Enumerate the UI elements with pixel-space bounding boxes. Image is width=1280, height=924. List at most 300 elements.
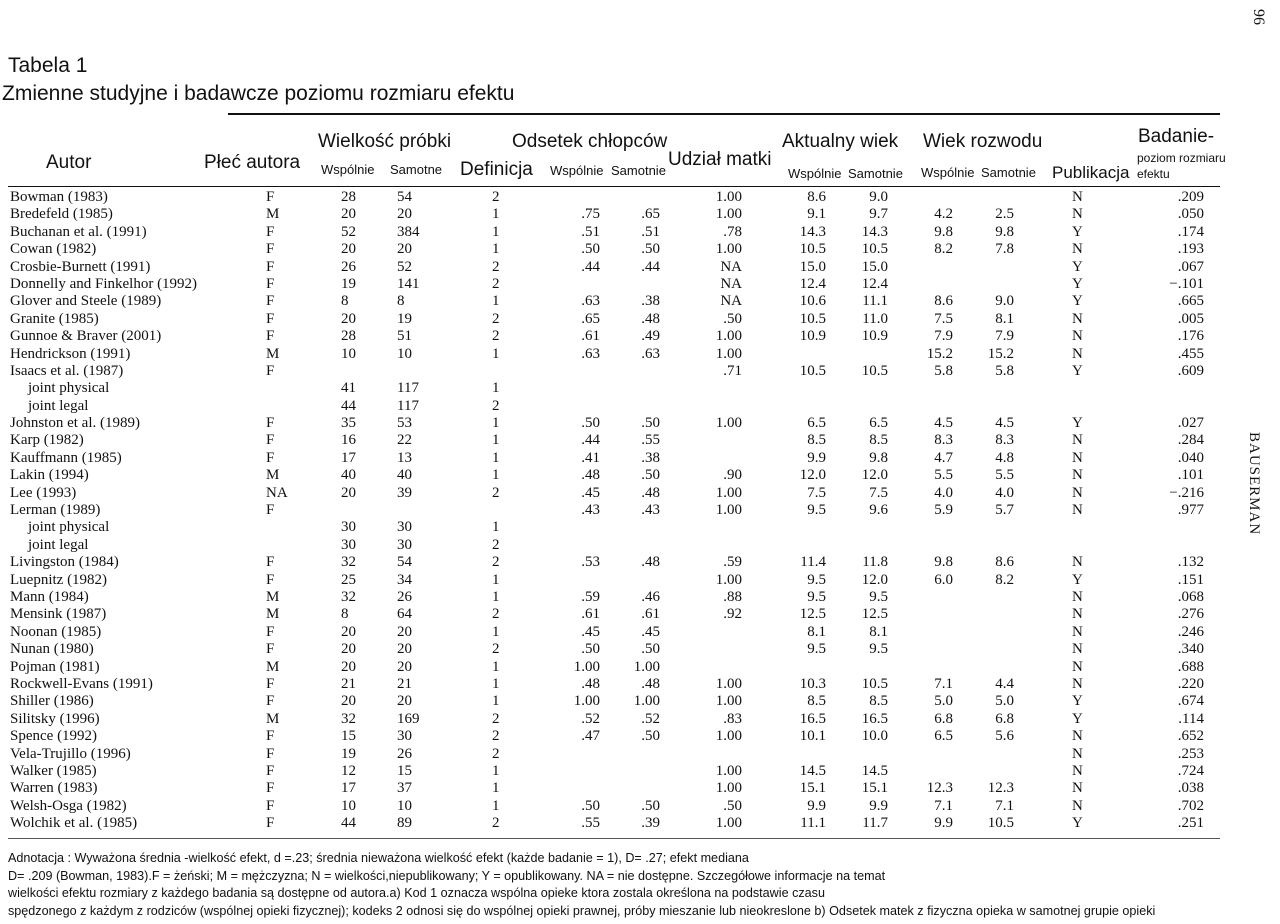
cell-publication: N — [1072, 641, 1083, 658]
cell-age-sole: 9.8 — [869, 449, 888, 466]
cell-author-sex: F — [266, 449, 275, 466]
cell-age-joint: 10.5 — [799, 362, 826, 379]
cell-age-joint: 9.5 — [807, 641, 826, 658]
cell-publication: N — [1072, 623, 1083, 640]
cell-sample-sole: 117 — [397, 397, 419, 414]
cell-author-sex: F — [266, 641, 275, 658]
cell-effect-size: .193 — [1177, 241, 1204, 258]
cell-author-sex: F — [266, 728, 275, 745]
cell-effect-size: .276 — [1177, 606, 1204, 623]
cell-boys-joint: .48 — [581, 467, 600, 484]
table-row — [0, 502, 1280, 519]
cell-mother-share: .71 — [723, 362, 742, 379]
table-row — [0, 676, 1280, 693]
page-number: 96 — [1250, 9, 1267, 25]
cell-mother-share: .50 — [723, 797, 742, 814]
table-notes — [8, 850, 1278, 920]
cell-author: Pojman (1981) — [10, 658, 100, 675]
cell-sample-joint: 15 — [341, 728, 356, 745]
cell-mother-share: 1.00 — [715, 675, 742, 692]
table-row — [0, 276, 1280, 293]
cell-effect-size: .284 — [1177, 432, 1204, 449]
cell-age-sole: 10.0 — [861, 728, 888, 745]
table-row — [0, 693, 1280, 710]
cell-sample-sole: 20 — [397, 623, 412, 640]
cell-boys-joint: .45 — [581, 623, 600, 640]
cell-mother-share: 1.00 — [715, 345, 742, 362]
cell-sample-joint: 20 — [341, 310, 356, 327]
cell-divorce-joint: 12.3 — [926, 780, 953, 797]
cell-sample-sole: 141 — [397, 275, 420, 292]
cell-definition: 1 — [492, 223, 500, 240]
table-row — [0, 241, 1280, 258]
cell-age-sole: 6.5 — [869, 415, 888, 432]
cell-sample-joint: 20 — [341, 641, 356, 658]
cell-boys-sole: .55 — [641, 432, 660, 449]
table-row — [0, 798, 1280, 815]
cell-age-joint: 15.1 — [799, 780, 826, 797]
cell-author: Shiller (1986) — [10, 693, 94, 710]
cell-sample-sole: 19 — [397, 310, 412, 327]
cell-definition: 1 — [492, 588, 500, 605]
cell-boys-joint: 1.00 — [573, 693, 600, 710]
cell-author: Hendrickson (1991) — [10, 345, 131, 362]
cell-effect-size: .068 — [1177, 588, 1204, 605]
cell-mother-share: .83 — [723, 710, 742, 727]
cell-age-sole: 9.9 — [869, 797, 888, 814]
cell-publication: Y — [1072, 693, 1083, 710]
cell-sample-sole: 13 — [397, 449, 412, 466]
cell-definition: 2 — [492, 397, 500, 414]
cell-publication: Y — [1072, 293, 1083, 310]
header-age-joint: Wspólnie — [788, 166, 842, 181]
cell-definition: 2 — [492, 606, 500, 623]
cell-author-sex: F — [266, 502, 275, 519]
cell-publication: Y — [1072, 275, 1083, 292]
header-sample: Wielkość próbki — [318, 131, 452, 152]
cell-definition: 2 — [492, 258, 500, 275]
cell-sample-sole: 64 — [397, 606, 412, 623]
cell-sample-joint: 32 — [341, 554, 356, 571]
cell-publication: N — [1072, 554, 1083, 571]
cell-divorce-sole: 8.1 — [995, 310, 1014, 327]
cell-age-sole: 12.4 — [861, 275, 888, 292]
cell-author-sex: F — [266, 675, 275, 692]
cell-publication: Y — [1072, 223, 1083, 240]
cell-author-sex: F — [266, 554, 275, 571]
cell-boys-sole: .44 — [641, 258, 660, 275]
cell-boys-sole: 1.00 — [633, 658, 660, 675]
table-row — [0, 415, 1280, 432]
cell-sample-sole: 26 — [397, 588, 412, 605]
cell-effect-size: .253 — [1177, 745, 1204, 762]
cell-divorce-sole: 4.0 — [995, 484, 1014, 501]
cell-sample-sole: 52 — [397, 258, 412, 275]
cell-author: Kauffmann (1985) — [10, 449, 122, 466]
cell-age-joint: 8.5 — [807, 693, 826, 710]
cell-divorce-sole: 5.8 — [995, 362, 1014, 379]
cell-definition: 2 — [492, 710, 500, 727]
cell-effect-size: .246 — [1177, 623, 1204, 640]
header-es-line2: poziom rozmiaru — [1137, 151, 1226, 165]
table-row — [0, 589, 1280, 606]
cell-age-joint: 8.5 — [807, 432, 826, 449]
cell-age-sole: 8.5 — [869, 432, 888, 449]
cell-divorce-sole: 7.1 — [995, 797, 1014, 814]
cell-publication: Y — [1072, 710, 1083, 727]
cell-publication: N — [1072, 328, 1083, 345]
cell-mother-share: .92 — [723, 606, 742, 623]
cell-definition: 1 — [492, 415, 500, 432]
cell-sample-joint: 8 — [341, 606, 349, 623]
cell-publication: Y — [1072, 258, 1083, 275]
cell-author: Walker (1985) — [10, 762, 97, 779]
cell-age-joint: 10.5 — [799, 241, 826, 258]
cell-age-sole: 15.0 — [861, 258, 888, 275]
cell-mother-share: NA — [720, 293, 742, 310]
cell-effect-size: .101 — [1177, 467, 1204, 484]
cell-sample-joint: 44 — [341, 397, 356, 414]
table-row — [0, 450, 1280, 467]
cell-sample-joint: 10 — [341, 797, 356, 814]
cell-divorce-joint: 8.2 — [934, 241, 953, 258]
table-row — [0, 659, 1280, 676]
cell-sample-joint: 20 — [341, 693, 356, 710]
cell-author-sex: F — [266, 571, 275, 588]
cell-sample-sole: 10 — [397, 797, 412, 814]
table-row — [0, 624, 1280, 641]
cell-effect-size: .455 — [1177, 345, 1204, 362]
cell-boys-joint: .55 — [581, 815, 600, 832]
cell-divorce-sole: 4.5 — [995, 415, 1014, 432]
cell-sample-sole: 169 — [397, 710, 420, 727]
cell-publication: N — [1072, 241, 1083, 258]
cell-sample-joint: 26 — [341, 258, 356, 275]
cell-age-sole: 9.6 — [869, 502, 888, 519]
top-rule — [228, 113, 1220, 115]
cell-boys-sole: .48 — [641, 310, 660, 327]
cell-age-joint: 8.6 — [807, 189, 826, 205]
cell-age-joint: 14.5 — [799, 762, 826, 779]
cell-publication: N — [1072, 189, 1083, 205]
cell-author: joint legal — [28, 397, 89, 414]
cell-divorce-joint: 4.2 — [934, 206, 953, 223]
cell-divorce-sole: 15.2 — [987, 345, 1014, 362]
header-divorce: Wiek rozwodu — [923, 131, 1043, 152]
header-rule — [8, 186, 1220, 187]
cell-sample-joint: 32 — [341, 588, 356, 605]
cell-age-joint: 10.5 — [799, 310, 826, 327]
cell-author: Buchanan et al. (1991) — [10, 223, 147, 240]
cell-sample-joint: 41 — [341, 380, 356, 397]
table-row — [0, 606, 1280, 623]
cell-boys-sole: .52 — [641, 710, 660, 727]
table-row — [0, 328, 1280, 345]
cell-author: Glover and Steele (1989) — [10, 293, 162, 310]
cell-age-sole: 9.5 — [869, 588, 888, 605]
cell-author: Lee (1993) — [10, 484, 77, 501]
table-row — [0, 572, 1280, 589]
cell-sample-joint: 20 — [341, 623, 356, 640]
cell-age-sole: 10.5 — [861, 675, 888, 692]
cell-age-joint: 14.3 — [799, 223, 826, 240]
cell-effect-size: .174 — [1177, 223, 1204, 240]
cell-divorce-sole: 8.2 — [995, 571, 1014, 588]
cell-age-sole: 9.7 — [869, 206, 888, 223]
cell-definition: 1 — [492, 432, 500, 449]
cell-sample-sole: 21 — [397, 675, 412, 692]
cell-author-sex: F — [266, 328, 275, 345]
table-title: Tabela 1 — [8, 54, 88, 77]
cell-sample-sole: 20 — [397, 241, 412, 258]
cell-sample-sole: 37 — [397, 780, 412, 797]
cell-effect-size: .609 — [1177, 362, 1204, 379]
cell-age-joint: 9.5 — [807, 588, 826, 605]
cell-author: joint physical — [28, 519, 110, 536]
cell-boys-sole: .50 — [641, 241, 660, 258]
cell-mother-share: NA — [720, 275, 742, 292]
cell-divorce-joint: 6.5 — [934, 728, 953, 745]
cell-author: Vela-Trujillo (1996) — [10, 745, 131, 762]
cell-boys-joint: .65 — [581, 310, 600, 327]
table-row — [0, 259, 1280, 276]
cell-mother-share: 1.00 — [715, 571, 742, 588]
cell-author: Crosbie-Burnett (1991) — [10, 258, 151, 275]
cell-boys-sole: .51 — [641, 223, 660, 240]
header-es-line3: efektu — [1137, 167, 1170, 181]
table-row — [0, 224, 1280, 241]
cell-boys-joint: .50 — [581, 797, 600, 814]
cell-boys-sole: .50 — [641, 641, 660, 658]
cell-boys-sole: .50 — [641, 467, 660, 484]
cell-boys-joint: .53 — [581, 554, 600, 571]
cell-age-joint: 9.5 — [807, 571, 826, 588]
cell-boys-joint: .63 — [581, 293, 600, 310]
cell-age-joint: 9.5 — [807, 502, 826, 519]
cell-age-joint: 10.9 — [799, 328, 826, 345]
cell-boys-joint: .61 — [581, 606, 600, 623]
cell-author: joint legal — [28, 536, 89, 553]
cell-sample-joint: 20 — [341, 206, 356, 223]
note-line: D= .209 (Bowman, 1983).F = żeński; M = mężczyzna; N = wielkości,niepublikowany; Y = opublikowany. NA = nie dostępne. Szczegółowe informacje na temat — [8, 868, 886, 883]
table-row — [0, 815, 1280, 832]
cell-boys-sole: .48 — [641, 484, 660, 501]
header-es-line1: Badanie- — [1138, 126, 1215, 147]
table-subtitle: Zmienne studyjne i badawcze poziomu rozmiaru efektu — [2, 82, 515, 105]
cell-publication: Y — [1072, 415, 1083, 432]
cell-divorce-joint: 6.8 — [934, 710, 953, 727]
cell-sample-sole: 39 — [397, 484, 412, 501]
cell-publication: N — [1072, 797, 1083, 814]
cell-divorce-joint: 4.5 — [934, 415, 953, 432]
cell-mother-share: 1.00 — [715, 484, 742, 501]
header-age: Aktualny wiek — [782, 131, 899, 152]
cell-author-sex: F — [266, 258, 275, 275]
cell-author: Spence (1992) — [10, 728, 98, 745]
cell-author: Rockwell-Evans (1991) — [10, 675, 153, 692]
cell-sample-joint: 20 — [341, 484, 356, 501]
cell-author-sex: NA — [266, 484, 288, 501]
cell-boys-sole: .61 — [641, 606, 660, 623]
table-row — [0, 519, 1280, 536]
cell-divorce-sole: 8.3 — [995, 432, 1014, 449]
cell-sample-sole: 22 — [397, 432, 412, 449]
cell-author-sex: M — [266, 710, 280, 727]
cell-boys-joint: 1.00 — [573, 658, 600, 675]
cell-sample-joint: 25 — [341, 571, 356, 588]
cell-sample-joint: 21 — [341, 675, 356, 692]
header-age-sole: Samotnie — [848, 166, 903, 181]
cell-divorce-joint: 5.0 — [934, 693, 953, 710]
cell-age-sole: 12.5 — [861, 606, 888, 623]
cell-age-joint: 12.0 — [799, 467, 826, 484]
cell-sample-joint: 44 — [341, 815, 356, 832]
cell-author-sex: F — [266, 310, 275, 327]
cell-mother-share: 1.00 — [715, 693, 742, 710]
cell-divorce-joint: 7.9 — [934, 328, 953, 345]
cell-publication: N — [1072, 745, 1083, 762]
cell-age-joint: 12.5 — [799, 606, 826, 623]
header-divorce-joint: Wspólnie — [921, 165, 975, 180]
cell-mother-share: 1.00 — [715, 206, 742, 223]
cell-mother-share: 1.00 — [715, 189, 742, 205]
cell-publication: N — [1072, 675, 1083, 692]
cell-boys-joint: .45 — [581, 484, 600, 501]
table-row — [0, 485, 1280, 502]
cell-mother-share: 1.00 — [715, 415, 742, 432]
header-boys-joint: Wspólnie — [550, 163, 604, 178]
cell-author: Bowman (1983) — [10, 189, 108, 205]
cell-mother-share: .90 — [723, 467, 742, 484]
cell-effect-size: .702 — [1177, 797, 1204, 814]
table-row — [0, 311, 1280, 328]
cell-author-sex: F — [266, 693, 275, 710]
cell-definition: 1 — [492, 762, 500, 779]
cell-effect-size: .005 — [1177, 310, 1204, 327]
cell-divorce-joint: 5.5 — [934, 467, 953, 484]
cell-sample-joint: 19 — [341, 275, 356, 292]
cell-definition: 1 — [492, 623, 500, 640]
cell-sample-sole: 10 — [397, 345, 412, 362]
cell-sample-joint: 20 — [341, 658, 356, 675]
cell-effect-size: .176 — [1177, 328, 1204, 345]
cell-author: Lerman (1989) — [10, 502, 101, 519]
cell-mother-share: 1.00 — [715, 328, 742, 345]
table-row — [0, 537, 1280, 554]
cell-effect-size: .652 — [1177, 728, 1204, 745]
cell-divorce-joint: 9.8 — [934, 223, 953, 240]
cell-mother-share: .59 — [723, 554, 742, 571]
cell-effect-size: .040 — [1177, 449, 1204, 466]
cell-boys-joint: .50 — [581, 641, 600, 658]
cell-definition: 1 — [492, 519, 500, 536]
cell-sample-sole: 15 — [397, 762, 412, 779]
table-row — [0, 380, 1280, 397]
cell-age-sole: 11.7 — [862, 815, 888, 832]
cell-sample-sole: 20 — [397, 658, 412, 675]
cell-author-sex: F — [266, 762, 275, 779]
table-row — [0, 746, 1280, 763]
cell-mother-share: 1.00 — [715, 728, 742, 745]
cell-definition: 2 — [492, 728, 500, 745]
cell-definition: 2 — [492, 275, 500, 292]
cell-definition: 1 — [492, 449, 500, 466]
table-row — [0, 641, 1280, 658]
cell-publication: N — [1072, 206, 1083, 223]
cell-age-sole: 14.3 — [861, 223, 888, 240]
cell-definition: 1 — [492, 241, 500, 258]
table-row — [0, 763, 1280, 780]
cell-mother-share: .50 — [723, 310, 742, 327]
cell-age-joint: 9.9 — [807, 449, 826, 466]
cell-mother-share: .88 — [723, 588, 742, 605]
cell-boys-sole: .49 — [641, 328, 660, 345]
cell-sample-joint: 35 — [341, 415, 356, 432]
cell-sample-joint: 30 — [341, 536, 356, 553]
cell-boys-joint: .43 — [581, 502, 600, 519]
cell-author-sex: M — [266, 345, 280, 362]
cell-publication: N — [1072, 588, 1083, 605]
cell-age-sole: 10.9 — [861, 328, 888, 345]
cell-author: Nunan (1980) — [10, 641, 94, 658]
cell-divorce-joint: 5.9 — [934, 502, 953, 519]
cell-definition: 2 — [492, 745, 500, 762]
cell-divorce-joint: 4.0 — [934, 484, 953, 501]
cell-boys-joint: .48 — [581, 675, 600, 692]
table-row — [0, 554, 1280, 571]
cell-definition: 1 — [492, 797, 500, 814]
cell-divorce-joint: 4.7 — [934, 449, 953, 466]
cell-sample-sole: 40 — [397, 467, 412, 484]
cell-author-sex: F — [266, 797, 275, 814]
cell-definition: 2 — [492, 815, 500, 832]
cell-effect-size: .665 — [1177, 293, 1204, 310]
cell-age-sole: 10.5 — [861, 362, 888, 379]
cell-sample-joint: 30 — [341, 519, 356, 536]
cell-sample-sole: 20 — [397, 641, 412, 658]
cell-divorce-sole: 4.8 — [995, 449, 1014, 466]
cell-sample-sole: 54 — [397, 554, 412, 571]
cell-author-sex: F — [266, 275, 275, 292]
cell-sample-sole: 34 — [397, 571, 412, 588]
cell-boys-joint: .44 — [581, 258, 600, 275]
cell-author: Gunnoe & Braver (2001) — [10, 328, 162, 345]
cell-effect-size: .114 — [1178, 710, 1204, 727]
cell-mother-share: 1.00 — [715, 815, 742, 832]
cell-divorce-sole: 5.0 — [995, 693, 1014, 710]
cell-boys-sole: .50 — [641, 728, 660, 745]
cell-age-joint: 7.5 — [807, 484, 826, 501]
cell-effect-size: .067 — [1177, 258, 1204, 275]
note-line: spędzonego z każdym z rodziców (wspólnej opieki fizycznej); kodeks 2 odnosi się do wspólnej opieki prawnej, próby mieszanie lub nieokreslone b) Odsetek matek z fizyczna opieka w samotnej grupie opieki — [8, 903, 1156, 918]
cell-author-sex: M — [266, 467, 280, 484]
cell-sample-sole: 30 — [397, 728, 412, 745]
cell-effect-size: .688 — [1177, 658, 1204, 675]
cell-definition: 1 — [492, 206, 500, 223]
cell-boys-joint: .41 — [581, 449, 600, 466]
table-row — [0, 398, 1280, 415]
cell-divorce-joint: 5.8 — [934, 362, 953, 379]
note-line: Adnotacja : Wyważona średnia -wielkość efekt, d =.23; średnia nieważona wielkość efekt (każde badanie = 1), D= .27; efekt mediana — [8, 851, 749, 865]
cell-author-sex: F — [266, 189, 275, 205]
cell-divorce-sole: 7.8 — [995, 241, 1014, 258]
cell-divorce-sole: 8.6 — [995, 554, 1014, 571]
cell-divorce-sole: 9.0 — [995, 293, 1014, 310]
cell-sample-joint: 32 — [341, 710, 356, 727]
cell-sample-joint: 10 — [341, 345, 356, 362]
cell-boys-sole: .38 — [641, 449, 660, 466]
cell-sample-joint: 12 — [341, 762, 356, 779]
